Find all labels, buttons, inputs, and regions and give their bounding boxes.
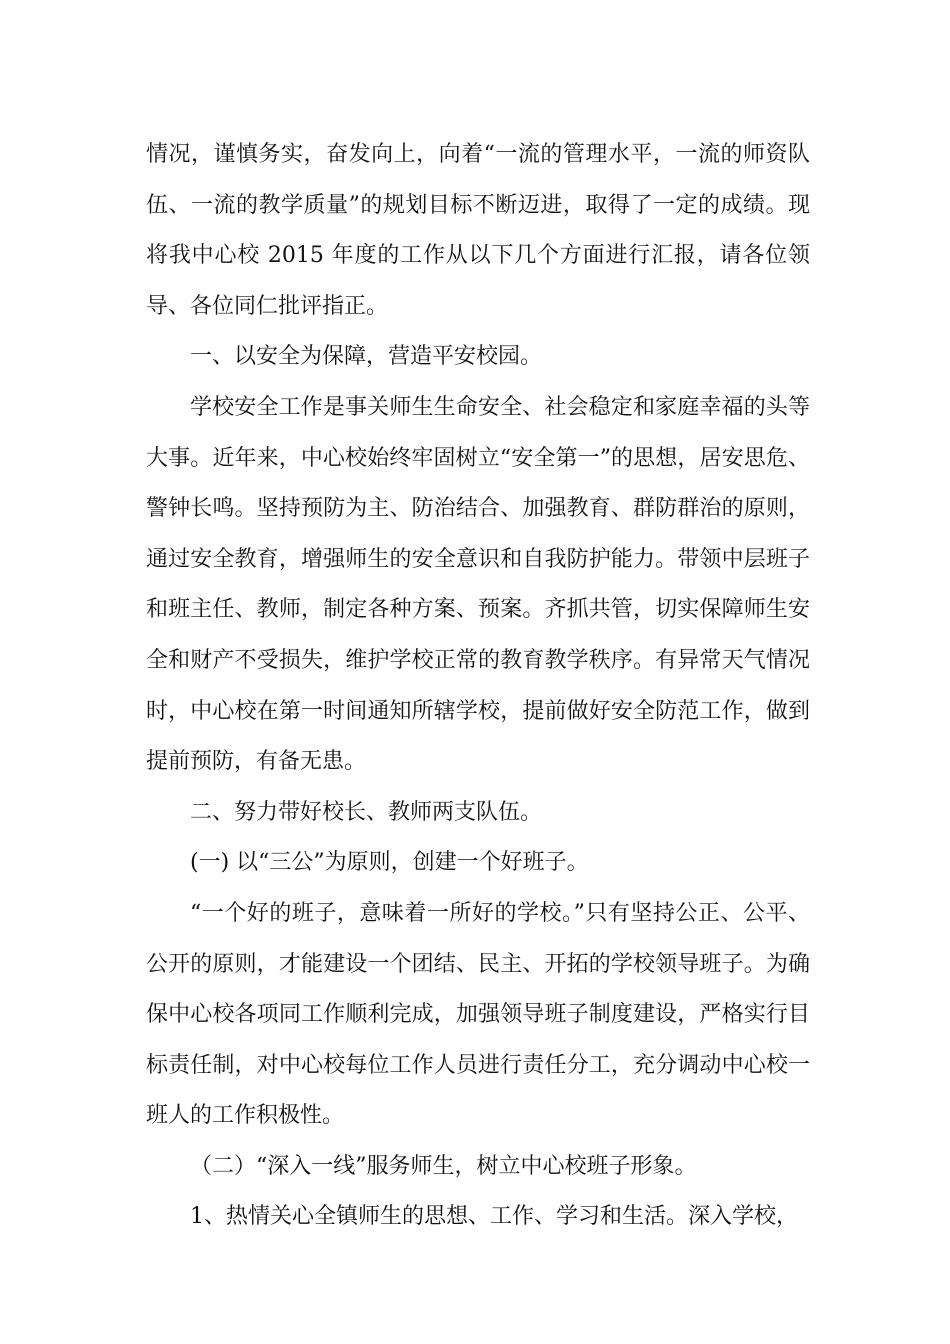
heading-section-1: 一、以安全为保障，营造平安校园。: [190, 344, 543, 370]
paragraph-safety: 学校安全工作是事关师生生命安全、社会稳定和家庭幸福的头等大事。近年来，中心校始终牢固树立“安全第一”的思想，居安思危、警钟长鸣。坚持预防为主、防治结合、加强教育、群防群治的原则，通过安全教育，增强师生的安全意识和自我防护能力。带领中层班子和班主任、教师，制定各种方案、预案。齐抓共管，切实保障师生安全和财产不受损失，维护学校正常的教育教学秩序。有异常天气情况时，中心校在第一时间通知所辖学校，提前做好安全防范工作，做到提前预防，有备无患。: [146, 394, 810, 775]
paragraph-intro-continued: 情况，谨慎务实，奋发向上，向着“一流的管理水平，一流的师资队伍、一流的教学质量”的规划目标不断迈进，取得了一定的成绩。现将我中心校 2015 年度的工作从以下几个方面进行汇报，请各位领导、各位同仁批评指正。: [146, 142, 810, 319]
paragraph-leadership: “一个好的班子，意味着一所好的学校。”只有坚持公正、公平、公开的原则，才能建设一个团结、民主、开拓的学校领导班子。为确保中心校各项同工作顺利完成，加强领导班子制度建设，严格实行目标责任制，对中心校每位工作人员进行责任分工，充分调动中心校一班人的工作积极性。: [146, 900, 810, 1129]
paragraph-item-1: 1、热情关心全镇师生的思想、工作、学习和生活。深入学校，: [190, 1204, 798, 1230]
subheading-2-2: （二）“深入一线”服务师生，树立中心校班子形象。: [190, 1153, 697, 1179]
subheading-2-1: (一) 以“三公”为原则，创建一个好班子。: [190, 850, 589, 876]
heading-section-2: 二、努力带好校长、教师两支队伍。: [190, 799, 543, 825]
document-body: [146, 130, 810, 1243]
